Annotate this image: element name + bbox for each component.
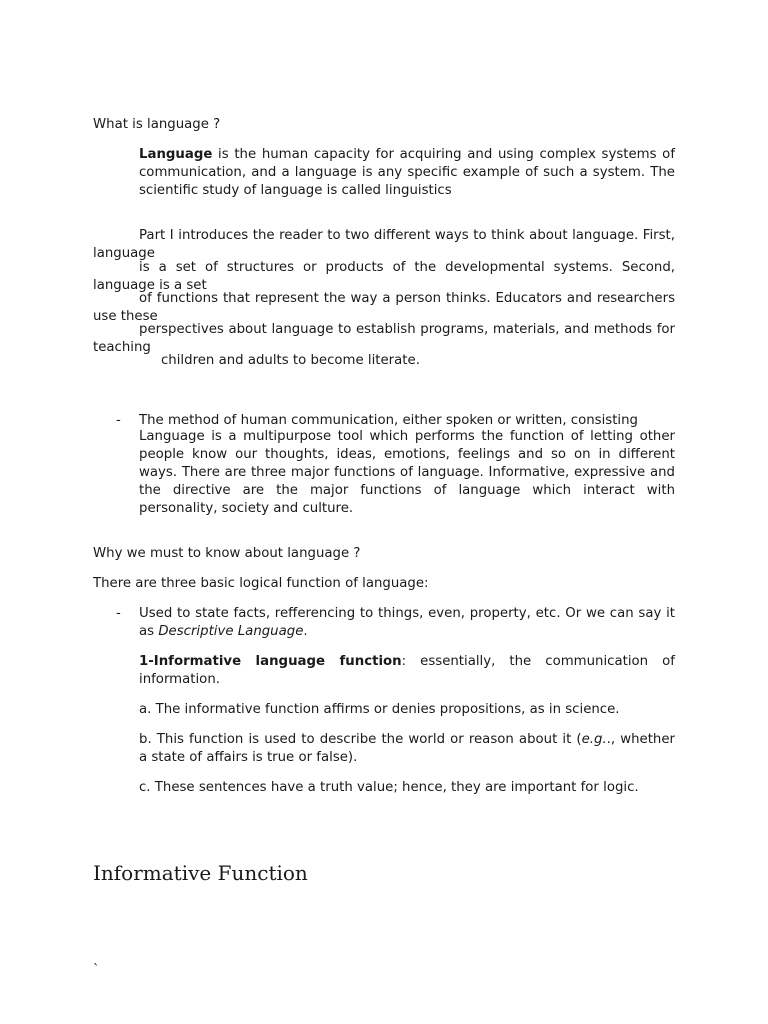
- definition-term: Language: [139, 147, 213, 162]
- definition-text: is the human capacity for acquiring and using complex systems of communication, and a language is any specific example of such a system. The scientific study of language is called linguistics: [139, 147, 675, 198]
- intro-three-functions: There are three basic logical function of language:: [93, 576, 429, 591]
- part-one-line-4: perspectives about language to establish programs, materials, and methods for teaching: [93, 322, 675, 355]
- question-what-is-language: What is language ?: [93, 117, 221, 132]
- definition-paragraph: [139, 146, 675, 200]
- informative-function-term: 1-Informative language function: [139, 654, 402, 669]
- part-one-line-1: Part I introduces the reader to two different ways to think about language. First, language: [93, 228, 675, 261]
- descriptive-language-term: Descriptive Language: [158, 624, 304, 639]
- item-c: c. These sentences have a truth value; hence, they are important for logic.: [139, 780, 639, 795]
- backtick-mark: `: [93, 963, 100, 978]
- informative-function-paragraph: 1-Informative language function: essentially, the communication of information.: [139, 654, 675, 687]
- bullet-dash-2: -: [116, 606, 121, 621]
- question-why-know-language: Why we must to know about language ?: [93, 546, 361, 561]
- part-one-line-2: is a set of structures or products of the developmental systems. Second, language is a set: [93, 260, 675, 293]
- bullet-two-text: Used to state facts, refferencing to things, even, property, etc. Or we can say it as Descriptive Language.: [139, 606, 675, 639]
- item-a: a. The informative function affirms or denies propositions, as in science.: [139, 702, 620, 717]
- part-one-line-3: of functions that represent the way a person thinks. Educators and researchers use these: [93, 291, 675, 324]
- bullet-dash-1: -: [116, 413, 121, 428]
- bullet-one-first-line: The method of human communication, either spoken or written, consisting: [139, 413, 638, 428]
- item-b: b. This function is used to describe the world or reason about it (e.g.., whether a state of affairs is true or false).: [139, 732, 676, 765]
- bullet-one-text: Language is a multipurpose tool which performs the function of letting other people know our thoughts, ideas, emotions, feelings and so on in different ways. There are three major functions of language. Informative, expressive and the directive are the major functions of language which interact with personality, society and culture.: [139, 429, 675, 516]
- informative-function-heading: Informative Function: [93, 861, 308, 885]
- part-one-line-5: children and adults to become literate.: [161, 353, 420, 368]
